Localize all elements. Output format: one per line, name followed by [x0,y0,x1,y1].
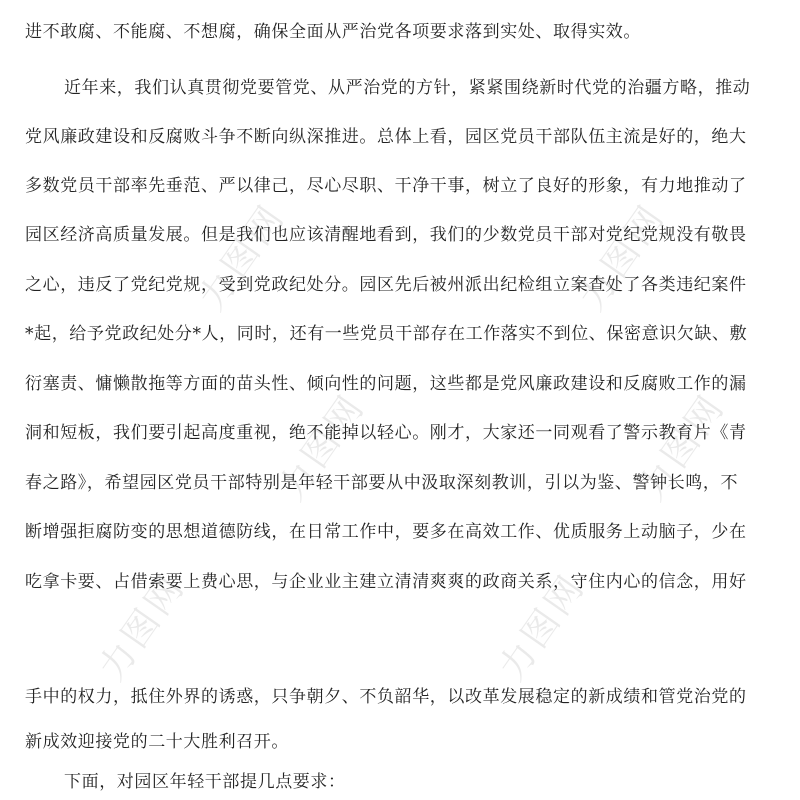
watermark: 力图网 [491,566,594,689]
paragraph-line: 衍塞责、慵懒散拖等方面的苗头性、倾向性的问题，这些都是党风廉政建设和反腐败工作的漏 [25,374,747,394]
watermark: 力图网 [571,196,674,319]
paragraph-line: 春之路》，希望园区党员干部特别是年轻干部要从中汲取深刻教训，引以为鉴、警钟长鸣，不 [25,473,739,493]
paragraph-line: 手中的权力，抵住外界的诱惑，只争朝夕、不负韶华，以改革发展稳定的新成绩和管党治党的 [25,687,747,707]
watermark: 力图网 [631,386,734,509]
paragraph-line: 党风廉政建设和反腐败斗争不断向纵深推进。总体上看，园区党员干部队伍主流是好的，绝大 [25,127,747,147]
watermark: 力图网 [271,386,374,509]
paragraph-line: 近年来，我们认真贯彻党要管党、从严治党的方针，紧紧围绕新时代党的治疆方略，推动 [64,78,751,98]
paragraph-line: 多数党员干部率先垂范、严以律己，尽心尽职、干净干事，树立了良好的形象，有力地推动了 [25,176,747,196]
paragraph-line: 之心，违反了党纪党规，受到党政纪处分。园区先后被州派出纪检组立案查处了各类违纪案件 [25,275,747,295]
paragraph-line: *起，给予党政纪处分*人，同时，还有一些党员干部存在工作落实不到位、保密意识欠缺、敷 [25,324,748,344]
paragraph-line: 洞和短板，我们要引起高度重视，绝不能掉以轻心。刚才，大家还一同观看了警示教育片《青 [25,423,747,443]
paragraph-line: 园区经济高质量发展。但是我们也应该清醒地看到，我们的少数党员干部对党纪党规没有敬畏 [25,225,747,245]
paragraph-line: 断增强拒腐防变的思想道德防线，在日常工作中，要多在高效工作、优质服务上动脑子，少在 [25,522,747,542]
watermark: 力图网 [191,196,294,319]
paragraph-line: 新成效迎接党的二十大胜利召开。 [25,732,289,752]
paragraph-line: 进不敢腐、不能腐、不想腐，确保全面从严治党各项要求落到实处、取得实效。 [25,22,641,42]
watermark: 力图网 [91,566,194,689]
paragraph-line: 吃拿卡要、占借索要上费心思，与企业业主建立清清爽爽的政商关系，守住内心的信念，用好 [25,572,747,592]
paragraph-line: 下面，对园区年轻干部提几点要求： [64,772,346,792]
